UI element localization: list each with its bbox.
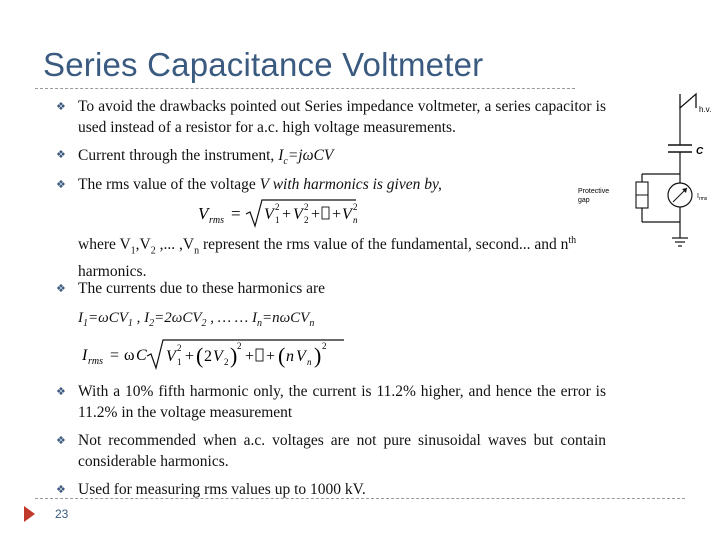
slide-title: Series Capacitance Voltmeter (43, 46, 484, 83)
svg-text:2: 2 (275, 202, 280, 212)
bullet-icon: ❖ (56, 282, 66, 295)
bullet-2 (78, 145, 333, 172)
svg-text:2: 2 (177, 343, 182, 353)
series-capacitance-circuit-diagram (570, 90, 720, 260)
bullet-icon: ❖ (56, 148, 66, 161)
svg-text:2: 2 (353, 202, 358, 212)
svg-text:2: 2 (304, 202, 309, 212)
slide-number: 23 (55, 507, 69, 521)
svg-text:2: 2 (237, 341, 242, 351)
bullet-3-prefix: The rms value of the voltage (78, 176, 260, 193)
svg-text:=: = (231, 204, 241, 223)
svg-text:V: V (293, 206, 303, 223)
svg-text:V: V (264, 206, 274, 223)
svg-text:ω: ω (124, 347, 135, 364)
svg-text:V: V (342, 206, 352, 223)
svg-text:+: + (332, 206, 342, 223)
svg-text:V: V (166, 348, 176, 365)
bullet-icon: ❖ (56, 100, 66, 113)
bullet-4-text: The currents due to these harmonics are (78, 280, 326, 297)
meter-label: $I_{rms}$ (697, 193, 708, 202)
protective-gap-label-line1: Protective (578, 188, 610, 195)
svg-text:1: 1 (275, 215, 280, 225)
bullet-5-text: With a 10% fifth harmonic only, the current is 11.2% higher, and hence the error is 11.2% in the voltage measurement (78, 383, 606, 421)
hv-source-symbol (680, 94, 696, 108)
svg-text:V: V (198, 204, 209, 223)
hv-label: h.v. (699, 105, 712, 114)
harmonics-definition: where $V_1,V_2$ ,... $,V_n$ represent the rms value of the fundamental, second... and $n^{th}$ harmonics. (78, 235, 577, 281)
svg-text:2: 2 (322, 341, 327, 351)
svg-text:(: ( (278, 343, 286, 368)
svg-text:1: 1 (177, 357, 182, 367)
vrms-formula (196, 196, 376, 230)
svg-text:=: = (110, 347, 120, 364)
bullet-icon: ❖ (56, 178, 66, 191)
svg-text:+: + (282, 206, 292, 223)
capacitor-label: C (696, 146, 704, 157)
bullet-3-italic: V with harmonics is given by, (259, 176, 442, 193)
protective-gap-label-line2: gap (578, 197, 590, 204)
harmonic-currents-formula: $I_1=\omega CV_1$ , $I_2=2\omega CV_2$ , … … $I_n=n\omega CV_n$ (78, 310, 315, 329)
svg-text:(: ( (196, 343, 204, 368)
svg-text:+: + (266, 348, 276, 365)
current-formula: $I_c=j\omega CV$ (278, 147, 334, 168)
svg-text:+: + (311, 206, 321, 223)
svg-text:2: 2 (224, 357, 229, 367)
svg-text:rms: rms (209, 215, 225, 226)
bullet-icon: ❖ (56, 483, 66, 496)
bullet-icon: ❖ (56, 434, 66, 447)
svg-text:V: V (296, 348, 306, 365)
svg-text:I: I (82, 347, 88, 364)
svg-text:+: + (245, 348, 255, 365)
footer-divider (35, 498, 685, 499)
svg-text:C: C (136, 347, 147, 364)
svg-text:n: n (353, 215, 358, 225)
irms-formula (82, 336, 352, 374)
svg-text:): ) (314, 343, 322, 368)
bullet-7-text: Used for measuring rms values up to 1000 kV. (78, 481, 366, 498)
bullet-2-prefix: Current through the instrument, (78, 147, 279, 164)
svg-text:n: n (286, 348, 294, 365)
bullet-3 (78, 174, 442, 195)
slide-number-arrow-icon (24, 506, 35, 522)
bullet-icon: ❖ (56, 385, 66, 398)
bullet-1-text: To avoid the drawbacks pointed out Series impedance voltmeter, a series capacitor is used instead of a resistor for a.c. high voltage measurements. (78, 98, 606, 136)
svg-text:2: 2 (204, 348, 212, 365)
svg-text:V: V (213, 348, 223, 365)
title-divider (35, 88, 575, 89)
svg-text:): ) (230, 343, 238, 368)
svg-text:n: n (307, 357, 312, 367)
bullet-6-text: Not recommended when a.c. voltages are not pure sinusoidal waves but contain considerable harmonics. (78, 432, 606, 470)
svg-text:+: + (185, 348, 195, 365)
svg-text:2: 2 (304, 215, 309, 225)
svg-text:rms: rms (88, 356, 104, 367)
